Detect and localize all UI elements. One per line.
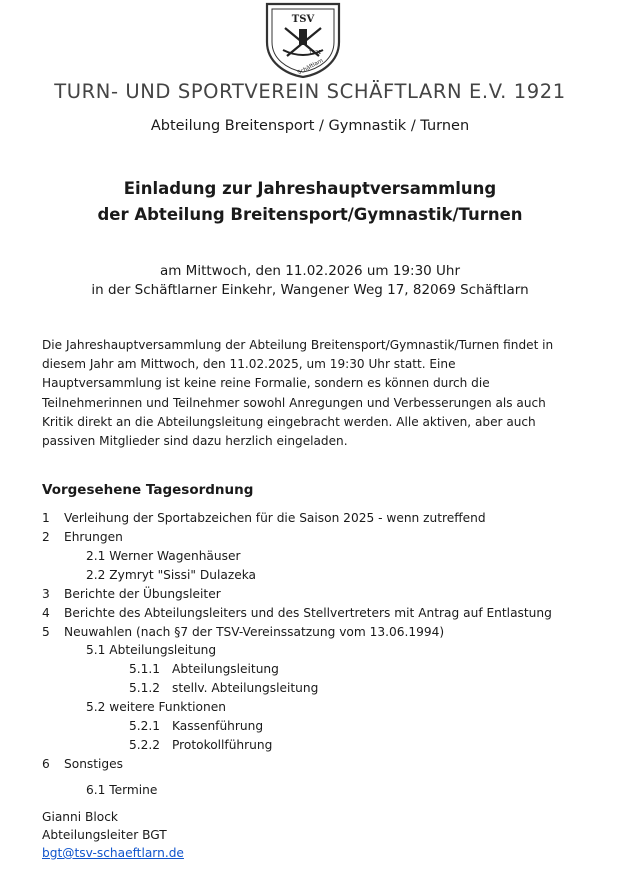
intro-line: Die Jahreshauptversammlung der Abteilung Breitensport/Gymnastik/Turnen findet in [42, 338, 554, 352]
document-title-line-2: der Abteilung Breitensport/Gymnastik/Turnen [97, 205, 523, 224]
intro-paragraph [42, 336, 602, 451]
crest-abbreviation: TSV [291, 14, 315, 25]
agenda-item-text: Abteilungsleitung [172, 662, 279, 676]
agenda-item-text: Protokollführung [172, 738, 273, 752]
crest-town: Schäftlarn [296, 57, 325, 77]
agenda-subitem-text: 6.1 Termine [86, 783, 158, 797]
agenda-heading: Vorgesehene Tagesordnung [42, 482, 254, 498]
agenda-item-number: 2 [42, 530, 50, 544]
agenda-item-number: 6 [42, 757, 50, 771]
club-name: TURN- UND SPORTVEREIN SCHÄFTLARN E.V. 1921 [54, 80, 566, 103]
agenda-item-text: Kassenführung [172, 719, 264, 733]
agenda-item-number: 5 [42, 625, 50, 639]
agenda-item-number: 3 [42, 587, 50, 601]
crest-year: 1921 [308, 50, 322, 56]
intro-line: Kritik direkt an die Abteilungsleitung eingebracht werden. Alle aktiven, aber auch [42, 414, 536, 429]
agenda-item-number: 5.1.2 [129, 681, 161, 695]
agenda-item-text: Verleihung der Sportabzeichen für die Saison 2025 - wenn zutreffend [64, 511, 486, 525]
document-title-line-1: Einladung zur Jahreshauptversammlung [123, 179, 497, 198]
signature-role: Abteilungsleiter BGT [42, 828, 167, 842]
agenda-item-number: 5.2.2 [129, 738, 161, 752]
agenda-item-text: Sonstiges [64, 757, 124, 771]
agenda-subitem-text: 2.2 Zymryt "Sissi" Dulazeka [86, 568, 257, 582]
agenda-item-text: stellv. Abteilungsleitung [172, 681, 319, 695]
agenda-item-text: Berichte des Abteilungsleiters und des Stellvertreters mit Antrag auf Entlastung [64, 606, 552, 620]
agenda-subitem-text: 2.1 Werner Wagenhäuser [86, 549, 241, 563]
department-name: Abteilung Breitensport / Gymnastik / Turnen [150, 118, 470, 134]
intro-line: passiven Mitglieder sind dazu herzlich eingeladen. [42, 434, 348, 449]
intro-line: Hauptversammlung ist keine reine Formalie, sondern es können durch die [42, 376, 490, 391]
agenda-item-number: 5.2.1 [129, 719, 161, 733]
agenda-subitem-text: 5.1 Abteilungsleitung [86, 643, 217, 657]
agenda-subitem-text: 5.2 weitere Funktionen [86, 700, 226, 714]
intro-line: diesem Jahr am Mittwoch, den 11.02.2025, um 19:30 Uhr statt. Eine [42, 357, 456, 372]
meeting-location: in der Schäftlarner Einkehr, Wangener Weg 17, 82069 Schäftlarn [91, 282, 529, 298]
meeting-date-time: am Mittwoch, den 11.02.2026 um 19:30 Uhr [159, 263, 461, 279]
club-crest-shield-icon [263, 2, 343, 78]
signature-name: Gianni Block [42, 810, 118, 824]
agenda-item-text: Ehrungen [64, 530, 123, 544]
agenda-item-number: 4 [42, 606, 50, 620]
email-link[interactable]: bgt@tsv-schaeftlarn.de [42, 846, 184, 860]
signature-email[interactable] [42, 846, 184, 860]
agenda-item-number: 1 [42, 511, 50, 525]
intro-line: Teilnehmerinnen und Teilnehmer sowohl Anregungen und Verbesserungen als auch [42, 395, 546, 410]
agenda-item-number: 5.1.1 [129, 662, 161, 676]
agenda-item-text: Neuwahlen (nach §7 der TSV-Vereinssatzung vom 13.06.1994) [64, 625, 445, 639]
agenda-item-text: Berichte der Übungsleiter [64, 587, 221, 601]
